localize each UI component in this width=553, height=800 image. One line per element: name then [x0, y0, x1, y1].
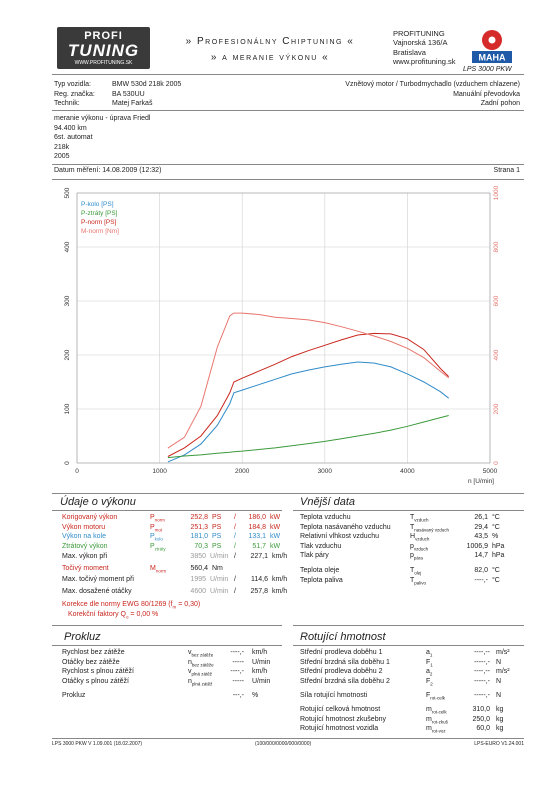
- vykon-row: Korigovaný výkon $P_{norm}$ 252,8 PS / 186,0 kW: [62, 514, 281, 523]
- vnejsi-row: [300, 567, 524, 576]
- row-unit-kw: kW: [270, 542, 281, 550]
- y-left-tick-label: 300: [64, 295, 71, 307]
- row-label: Otáčky s plnou zátěží: [62, 677, 129, 685]
- row-symbol: $v_{bez zátěže}$: [188, 649, 214, 658]
- row-symbol: $F_1$: [426, 658, 433, 667]
- row-symbol: $m_{rot-voz}$: [426, 725, 446, 734]
- row-label: Ztrátový výkon: [62, 542, 108, 550]
- x-tick-label: 2000: [234, 468, 250, 475]
- label-tech: Technik:: [54, 100, 80, 107]
- row-symbol: $P_{mot}$: [150, 523, 163, 532]
- legend-entry: P-norm [PS]: [81, 219, 117, 226]
- max-power-rpm: 3850: [190, 553, 206, 560]
- logo-url: WWW.PROFITUNING.SK: [74, 60, 133, 66]
- profituning-logo: [57, 27, 150, 69]
- rotujici-row: [300, 678, 524, 687]
- row-symbol: $F_2$: [426, 677, 433, 686]
- legend-entry: P-ztráty [PS]: [81, 210, 118, 217]
- logo-main-text: TUNING: [67, 41, 140, 60]
- row-unit: m/s²: [496, 668, 510, 675]
- row-label: Rotující hmotnost vozidla: [300, 725, 379, 732]
- power-chart: [52, 183, 524, 493]
- divider: [52, 738, 524, 739]
- y-left-tick-label: 100: [64, 403, 71, 415]
- vnejsi-row: [300, 577, 524, 586]
- row-symbol: $P_{norm}$: [150, 514, 165, 523]
- row-value: -----: [232, 677, 244, 685]
- row-value: ----,-: [474, 576, 488, 584]
- row-unit-kw: kW: [270, 533, 281, 540]
- divider: [52, 179, 524, 180]
- max-moment-speed: 114,6: [251, 576, 268, 583]
- row-value: 82,0: [474, 567, 488, 574]
- row-value: -----,-: [474, 677, 490, 685]
- maha-text: MAHA: [478, 52, 506, 63]
- company-address: [393, 29, 456, 67]
- row-value: 43,5: [474, 533, 488, 540]
- y-right-tick-label: 200: [493, 403, 500, 415]
- y-right-tick-label: 600: [493, 295, 500, 307]
- divider: [293, 510, 524, 511]
- row-value: -----,-: [474, 658, 490, 666]
- row-unit: km/h: [252, 668, 268, 675]
- row-symbol: $T_{nasávaný vzduch}$: [410, 523, 450, 532]
- row-label: Teplota vzduchu: [300, 514, 351, 521]
- korekce-norm: Korekce dle normy EWG 80/1269 $(f_m = 0,30)$: [62, 601, 201, 610]
- rpm-unit: U/min: [210, 588, 229, 595]
- row-value: 310,0: [472, 706, 490, 713]
- row-label: Rotující hmotnost zkušebny: [300, 715, 386, 723]
- row-value: ---,-: [232, 692, 244, 699]
- row-symbol: $F_{rot-celk}$: [426, 692, 446, 701]
- moment-unit: Nm: [212, 565, 223, 572]
- row-label: Síla rotující hmotnosti: [300, 692, 368, 699]
- row-value: -----: [232, 658, 244, 666]
- row-symbol: $T_{olej}$: [410, 567, 422, 576]
- row-unit: N: [496, 677, 502, 685]
- row-unit: °C: [492, 514, 500, 521]
- y-right-tick-label: 400: [493, 349, 500, 361]
- row-unit: %: [252, 692, 259, 699]
- row-value: 26,1: [474, 514, 488, 521]
- moment-label: Točivý moment: [62, 565, 109, 572]
- divider: [52, 110, 524, 111]
- row-unit: °C: [492, 567, 500, 574]
- series-line-0: [168, 362, 449, 462]
- plot-frame: [77, 193, 490, 463]
- row-label: Tlak vzduchu: [300, 542, 342, 550]
- max-moment-label: Max. točivý moment při: [62, 576, 134, 583]
- vehicle-labels: [54, 80, 95, 109]
- divider: [52, 74, 524, 75]
- divider: [52, 625, 282, 626]
- row-label: Teplota paliva: [300, 576, 343, 584]
- divider: [293, 645, 524, 646]
- series-line-3: [168, 313, 449, 448]
- row-unit-kw: kW: [270, 514, 281, 521]
- label-reg: Reg. značka:: [54, 90, 95, 98]
- badge-model: LPS 3000 PKW: [463, 66, 512, 73]
- engine-info: [345, 80, 520, 109]
- note-line: 94.400 km: [54, 124, 87, 132]
- row-value: -----,-: [474, 692, 490, 699]
- row-unit: °C: [492, 576, 500, 584]
- y-left-tick-label: 200: [64, 349, 71, 361]
- vykon-row: Ztrátový výkon $P_{ztráty}$ 70,3 PS / 51,7 kW: [62, 542, 281, 551]
- rpm-unit: U/min: [210, 576, 229, 583]
- row-value: ----,--: [474, 668, 490, 675]
- footer-left: LPS 3000 PKW V 1.09.001 (18.02.2007): [52, 741, 143, 747]
- y-left-tick-label: 0: [64, 461, 71, 465]
- vykon-title: Údaje o výkonu: [60, 496, 136, 508]
- row-unit: kg: [496, 715, 504, 723]
- row-unit-ps: PS: [212, 542, 222, 550]
- logo-top-text: PROFI: [84, 30, 123, 42]
- note-line: 218k: [54, 143, 70, 151]
- row-symbol: $a_2$: [426, 668, 433, 677]
- header-title-line2: » a meranie výkonu «: [210, 52, 330, 63]
- rotujici-row: [300, 716, 524, 725]
- row-label: Výkon na kole: [62, 533, 106, 540]
- row-label: Teplota oleje: [300, 567, 340, 574]
- company-city: Bratislava: [393, 47, 426, 57]
- row-value-ps: 252,8: [190, 514, 208, 521]
- vnejsi-row: [300, 533, 524, 542]
- prokluz-row: [62, 678, 286, 687]
- row-value-ps: 251,3: [190, 523, 208, 531]
- label-type: Typ vozidla:: [54, 81, 91, 88]
- row-value: 250,0: [472, 715, 490, 723]
- y-left-tick-label: 500: [64, 187, 71, 199]
- row-symbol: $a_1$: [426, 649, 433, 658]
- row-label: Střední prodleva doběhu 2: [300, 668, 383, 675]
- row-unit: kg: [496, 725, 504, 732]
- max-power-speed: 227,1: [250, 553, 268, 560]
- row-unit: km/h: [252, 649, 268, 656]
- row-symbol: $v_{plná zátěž}$: [188, 668, 213, 677]
- row-label: Teplota nasávaného vzduchu: [300, 523, 391, 531]
- row-label: Relativní vlhkost vzduchu: [300, 533, 379, 540]
- footer-right: LPS-EURO V1.24.001: [474, 741, 524, 747]
- row-value-kw: 51,7: [252, 542, 266, 550]
- row-value: ----,-: [230, 649, 244, 656]
- note-line: meranie výkonu - úprava Friedl: [54, 115, 151, 122]
- max-power-label: Max. výkon při: [62, 553, 108, 560]
- row-label: Prokluz: [62, 692, 86, 699]
- row-value: 1006,9: [466, 542, 488, 550]
- max-rpm-speed: 257,8: [250, 588, 268, 595]
- x-tick-label: 0: [75, 468, 79, 475]
- row-label: Rychlost s plnou zátěží: [62, 668, 134, 675]
- row-symbol: $n_{bez zátěže}$: [188, 658, 214, 667]
- series-line-2: [168, 333, 449, 456]
- vehicle-type: BMW 530d 218k 2005: [112, 81, 182, 88]
- row-symbol: $P_{kolo}$: [150, 533, 163, 542]
- rotujici-row: [300, 659, 524, 668]
- max-moment-rpm: 1995: [190, 576, 206, 583]
- row-value-kw: 133,1: [248, 533, 266, 540]
- row-unit-ps: PS: [212, 523, 222, 531]
- rotujici-title: Rotující hmotnost: [300, 631, 386, 643]
- row-unit: kg: [496, 706, 504, 713]
- row-unit: U/min: [252, 677, 271, 685]
- rotujici-row: [300, 706, 524, 715]
- divider: [52, 493, 524, 494]
- vehicle-reg: BA 530UU: [112, 90, 145, 98]
- legend-entry: P-kolo [PS]: [81, 201, 114, 208]
- prokluz-title: Prokluz: [64, 631, 101, 643]
- rotujici-row: [300, 725, 524, 734]
- drive: Zadní pohon: [480, 100, 520, 107]
- row-value: ----,-: [230, 668, 244, 675]
- divider: [52, 645, 282, 646]
- measurement-date: Datum měření: 14.08.2009 (12:32): [54, 167, 162, 174]
- vykon-row: Výkon na kole $P_{kolo}$ 181,0 PS / 133,1 kW: [62, 533, 281, 542]
- rotujici-row: [300, 692, 524, 701]
- note-line: 6st. automat: [54, 134, 93, 141]
- company-name: PROFITUNING: [393, 29, 445, 38]
- vnejsi-row: [300, 514, 524, 523]
- row-label: Rychlost bez zátěže: [62, 649, 125, 656]
- row-unit: N: [496, 692, 502, 699]
- x-tick-label: 3000: [317, 468, 333, 475]
- row-value-ps: 181,0: [190, 533, 208, 540]
- vnejsi-row: [300, 552, 524, 561]
- row-symbol: $p_{pára}$: [410, 552, 423, 561]
- row-unit-ps: PS: [212, 514, 222, 521]
- legend-entry: M-norm [Nm]: [81, 228, 119, 235]
- y-left-tick-label: 400: [64, 241, 71, 253]
- max-rpm-label: Max. dosažené otáčky: [62, 588, 132, 595]
- row-value: 60,0: [476, 725, 490, 732]
- vnejsi-title: Vnější data: [300, 496, 356, 508]
- y-right-tick-label: 800: [493, 241, 500, 253]
- row-label: Tlak páry: [300, 552, 329, 559]
- moment-symbol: $M_{norm}$: [150, 565, 167, 574]
- row-value: 14,7: [474, 552, 488, 559]
- prokluz-row: [62, 649, 286, 658]
- row-unit: %: [492, 533, 499, 540]
- korekce-factor: Korekční faktory $Q_o = 0,00$ %: [68, 611, 159, 620]
- rotujici-row: [300, 668, 524, 677]
- row-symbol: $p_{vzduch}$: [410, 542, 429, 551]
- divider: [52, 510, 282, 511]
- vehicle-tech: Matej Farkaš: [112, 100, 153, 107]
- speed-unit: km/h: [272, 576, 288, 583]
- row-symbol: $m_{rot-celk}$: [426, 706, 447, 715]
- prokluz-row: [62, 659, 286, 668]
- maha-badge: [466, 27, 518, 65]
- row-unit: U/min: [252, 658, 271, 666]
- row-value-kw: 184,8: [248, 523, 266, 531]
- row-label: Korigovaný výkon: [62, 514, 118, 521]
- row-label: Otáčky bez zátěže: [62, 658, 120, 666]
- footer-center: (100/000/0000/000/0000): [255, 741, 312, 747]
- prokluz-row: [62, 668, 286, 677]
- y-right-tick-label: 1000: [493, 185, 500, 201]
- row-unit: m/s²: [496, 649, 510, 656]
- speed-unit: km/h: [272, 588, 288, 595]
- x-tick-label: 5000: [482, 468, 498, 475]
- row-unit: °C: [492, 523, 500, 531]
- divider: [293, 625, 524, 626]
- company-street: Vajnorská 136/A: [393, 38, 448, 48]
- row-symbol: $n_{plná zátěž}$: [188, 677, 213, 686]
- row-label: Střední prodleva doběhu 1: [300, 649, 383, 656]
- moment-value: 560,4: [190, 565, 208, 572]
- row-label: Rotující celková hmotnost: [300, 706, 381, 713]
- page-number: Strana 1: [493, 167, 520, 174]
- row-symbol: $H_{vzduch}$: [410, 533, 430, 542]
- row-unit: hPa: [492, 552, 505, 559]
- row-symbol: $T_{vzduch}$: [410, 514, 429, 523]
- y-right-tick-label: 0: [493, 461, 500, 465]
- row-value: ----,--: [474, 649, 490, 656]
- speed-unit: km/h: [272, 553, 288, 560]
- row-unit: N: [496, 658, 502, 666]
- row-value: 29,4: [474, 523, 488, 531]
- vehicle-values: [112, 80, 181, 109]
- vnejsi-row: [300, 524, 524, 533]
- row-label: Střední brzdná síla doběhu 1: [300, 658, 390, 666]
- row-label: Výkon motoru: [62, 523, 106, 531]
- vnejsi-row: [300, 543, 524, 552]
- row-value-ps: 70,3: [194, 542, 208, 550]
- divider: [52, 164, 524, 165]
- row-label: Střední brzdná síla doběhu 2: [300, 677, 390, 685]
- header-title-line1: » Profesionálny Chiptuning «: [185, 36, 355, 47]
- note-line: 2005: [54, 153, 70, 160]
- engine-type: Vznětový motor / Turbodmychadlo (vzduchem chlazene): [345, 81, 520, 88]
- rotujici-row: [300, 649, 524, 658]
- series-line-1: [168, 416, 449, 458]
- vykon-row: Výkon motoru $P_{mot}$ 251,3 PS / 184,8 kW: [62, 523, 281, 532]
- gearbox: Manuální převodovka: [453, 90, 520, 98]
- row-symbol: $P_{ztráty}$: [150, 542, 166, 551]
- row-unit-ps: PS: [212, 533, 222, 540]
- prokluz-row: [62, 692, 286, 701]
- rpm-unit: U/min: [210, 553, 229, 560]
- company-web: www.profituning.sk: [393, 57, 456, 67]
- x-tick-label: 4000: [400, 468, 415, 475]
- row-symbol: $T_{palivo}$: [410, 576, 427, 585]
- max-rpm-rpm: 4600: [190, 588, 206, 595]
- notes: [54, 114, 151, 162]
- row-symbol: $m_{rot-zkuš}$: [426, 715, 448, 724]
- row-unit-kw: kW: [270, 523, 281, 531]
- row-value-kw: 186,0: [248, 514, 266, 521]
- x-axis-label: n [U/min]: [467, 478, 494, 485]
- x-tick-label: 1000: [152, 468, 167, 475]
- row-unit: hPa: [492, 542, 505, 550]
